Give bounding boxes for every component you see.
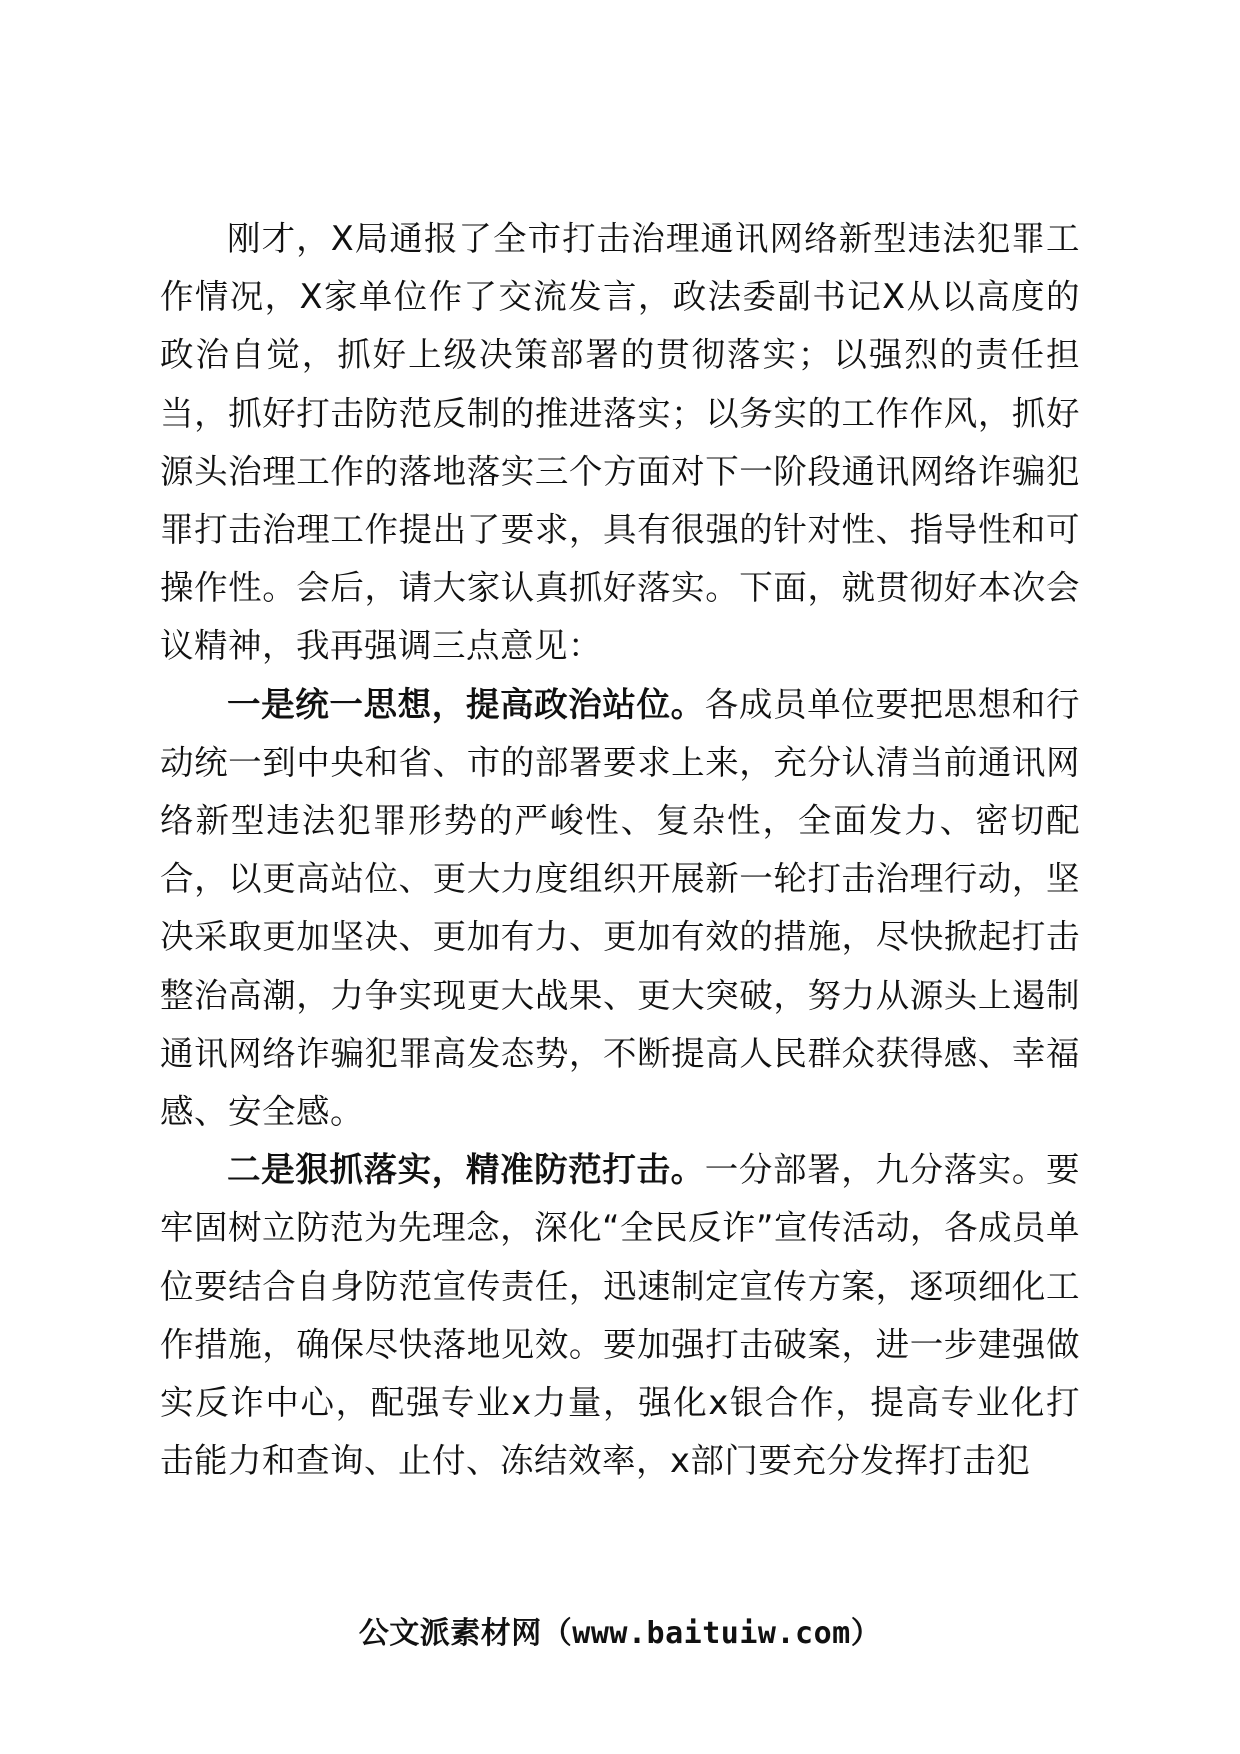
footer-close-paren: ） [850, 1616, 882, 1651]
document-body [160, 210, 1080, 1490]
footer-open-paren: （ [541, 1616, 573, 1651]
footer-site-name: 公文派素材网 [358, 1616, 542, 1651]
page-footer [0, 1612, 1240, 1656]
paragraph-intro [160, 210, 1080, 676]
paragraph-point-one-heading: 一是统一思想，提高政治站位。 [227, 684, 705, 724]
paragraph-point-two-text: 一分部署，九分落实。要牢固树立防范为先理念，深化“全民反诈”宣传活动，各成员单位要结合自身防范宣传责任，迅速制定宣传方案，逐项细化工作措施，确保尽快落地见效。要加强打击破案，进一步建强做实反诈中心，配强专业x力量，强化x银合作，提高专业化打击能力和查询、止付、冻结效率，x部门要充分发挥打击犯 [160, 1150, 1080, 1481]
paragraph-point-one [160, 676, 1080, 1142]
paragraph-point-two-heading: 二是狠抓落实，精准防范打击。 [227, 1150, 705, 1190]
footer-url: www.baituiw.com [572, 1616, 851, 1651]
paragraph-intro-text: 刚才，X局通报了全市打击治理通讯网络新型违法犯罪工作情况，X家单位作了交流发言，政法委副书记X从以高度的政治自觉，抓好上级决策部署的贯彻落实；以强烈的责任担当，抓好打击防范反制的推进落实；以务实的工作作风，抓好源头治理工作的落地落实三个方面对下一阶段通讯网络诈骗犯罪打击治理工作提出了要求，具有很强的针对性、指导性和可操作性。会后，请大家认真抓好落实。下面，就贯彻好本次会议精神，我再强调三点意见： [160, 219, 1080, 666]
paragraph-point-two [160, 1141, 1080, 1490]
paragraph-point-one-text: 各成员单位要把思想和行动统一到中央和省、市的部署要求上来，充分认清当前通讯网络新型违法犯罪形势的严峻性、复杂性，全面发力、密切配合，以更高站位、更大力度组织开展新一轮打击治理行动，坚决采取更加坚决、更加有力、更加有效的措施，尽快掀起打击整治高潮，力争实现更大战果、更大突破，努力从源头上遏制通讯网络诈骗犯罪高发态势，不断提高人民群众获得感、幸福感、安全感。 [160, 684, 1080, 1132]
